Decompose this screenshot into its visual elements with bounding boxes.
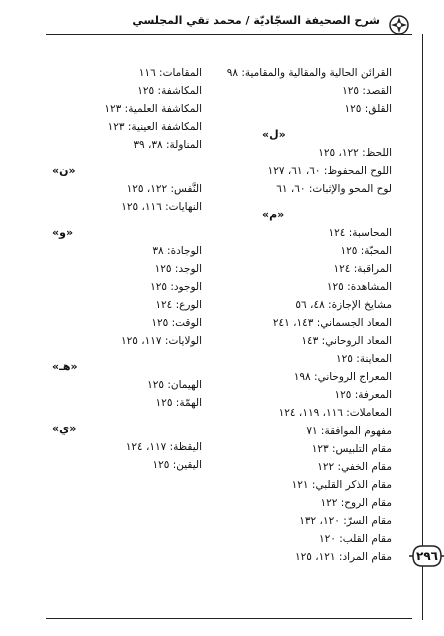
index-entry: الوجادة: ٣٨ [152,245,202,257]
index-entry: مقام الخفي: ١٢٢ [317,461,392,473]
index-entry: مفهوم الموافقة: ٧١ [306,425,392,437]
index-entry: اليقين: ١٢٥ [152,459,202,471]
index-entry: الولايات: ١١٧، ١٢٥ [121,335,202,347]
section-heading-waw: «و» [52,226,74,239]
index-entry: مقام الذكر القلبي: ١٢١ [291,479,392,491]
index-entry: مقام التلبيس: ١٢٣ [311,443,392,455]
index-entry: الوقت: ١٢٥ [151,317,202,329]
index-entry: المكاشفة العينية: ١٢٣ [107,121,202,133]
index-entry: المكاشفة: ١٢٥ [137,85,202,97]
index-entry: مقام المراد: ١٢١، ١٢٥ [294,551,392,563]
index-entry: مقام القلب: ١٢٠ [319,533,392,545]
index-entry: مقام الروح: ١٢٢ [320,497,392,509]
index-entry: مشايخ الإجازة: ٤٨، ٥٦ [295,299,392,311]
header-rule [46,34,412,35]
running-header-title: شرح الصحيفة السجّاديّة / محمد تقي المجلسي [132,14,380,27]
index-column-right [202,64,392,566]
section-heading-ha: «هـ» [52,360,78,373]
index-entry: المحبّة: ١٢٥ [340,245,392,257]
side-rule [422,34,423,620]
index-entry: النهايات: ١١٦، ١٢٥ [121,201,202,213]
index-entry: الهيمان: ١٢٥ [147,379,202,391]
index-entry: اليقظة: ١١٧، ١٢٤ [125,441,202,453]
page [6,4,438,630]
index-entry: المعراج الروحاني: ١٩٨ [293,371,392,383]
index-entry: اللحظ: ١٢٢، ١٢٥ [318,147,392,159]
index-entry: المعرفة: ١٢٥ [334,389,392,401]
index-entry: الوجد: ١٢٥ [154,263,202,275]
index-entry: مقام السرّ: ١٢٠، ١٣٢ [299,515,392,527]
index-entry: اللوح المحفوظ: ٦٠، ٦١، ١٢٧ [267,165,392,177]
index-entry: المعاد الجسماني: ١٤٣، ٢٤١ [272,317,392,329]
index-entry: النَّفس: ١٢٢، ١٢٥ [126,183,202,195]
page-number-badge [409,543,444,569]
index-entry: القلق: ١٢٥ [344,103,392,115]
index-entry: المحاسبة: ١٢٤ [328,227,392,239]
section-heading-lam: «ل» [262,128,286,141]
index-entry: المكاشفة العلمية: ١٢٣ [104,103,202,115]
index-entry: المقامات: ١١٦ [138,67,202,79]
section-heading-mim: «م» [262,208,285,221]
index-entry: المناولة: ٣٨، ٣٩ [133,139,202,151]
index-entry: القرائن الحالية والمقالية والمقامية: ٩٨ [226,67,392,79]
index-entry: المراقبة: ١٢٤ [333,263,392,275]
index-entry: الوجود: ١٢٥ [150,281,202,293]
index-entry: المشاهدة: ١٢٥ [326,281,392,293]
index-entry: القصد: ١٢٥ [342,85,392,97]
index-entry: المعاينة: ١٢٥ [336,353,392,365]
section-heading-ya: «ي» [52,422,77,435]
page-number: ٢٩٦ [416,549,438,563]
index-column-left [52,64,202,474]
index-entry: المعاملات: ١١٦، ١١٩، ١٢٤ [278,407,392,419]
ornament-icon [388,14,410,36]
bottom-rule [46,618,412,619]
index-entry: المعاد الروحاني: ١٤٣ [301,335,392,347]
section-heading-nun: «ن» [52,164,76,177]
index-entry: الورع: ١٢٤ [155,299,202,311]
index-entry: لوح المحو والإثبات: ٦٠، ٦١ [276,183,392,195]
index-entry: الهمّة: ١٢٥ [155,397,202,409]
